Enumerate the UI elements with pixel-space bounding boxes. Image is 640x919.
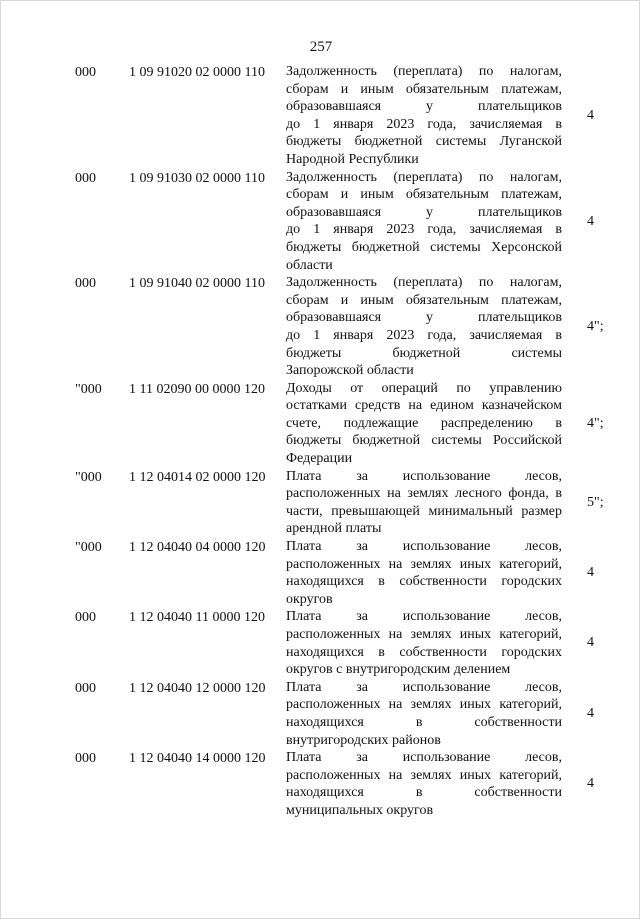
- description-line: расположенных на землях иных категорий,: [286, 627, 562, 642]
- distribution-norm: 4";: [587, 415, 604, 431]
- distribution-norm: 4: [587, 705, 594, 721]
- description-line: расположенных на землях иных категорий,: [286, 556, 562, 572]
- description-line: бюджеты бюджетной системы Херсонской: [286, 239, 562, 255]
- description-line: счете, подлежащие распределению в: [286, 415, 562, 431]
- table-row: [1, 468, 640, 538]
- page-number: 257: [309, 39, 333, 55]
- admin-code: 000: [75, 170, 96, 186]
- distribution-norm: 4: [587, 776, 594, 792]
- budget-classification-code: 1 12 04040 12 0000 120: [129, 680, 266, 696]
- income-codes-table: [1, 63, 640, 820]
- description-line: до 1 января 2023 года, зачисляемая в: [286, 116, 562, 132]
- description-line: находящихся в собственности городских: [286, 644, 562, 660]
- table-row: [1, 380, 640, 468]
- description-line: остатками средств на едином казначейском: [286, 398, 562, 414]
- distribution-norm: 4: [587, 108, 594, 123]
- table-row: [1, 608, 640, 678]
- admin-code: "000: [75, 469, 102, 485]
- description-line: Задолженность (переплата) по налогам,: [286, 64, 562, 79]
- distribution-norm: 4: [587, 213, 594, 229]
- description-line: Плата за использование лесов,: [286, 679, 562, 695]
- description-line: расположенных на землях иных категорий,: [286, 697, 562, 713]
- distribution-norm: 4: [587, 565, 594, 581]
- income-description: [286, 169, 562, 275]
- distribution-norm: 5";: [587, 494, 604, 510]
- income-description: [286, 380, 562, 468]
- description-line: Плата за использование лесов,: [286, 539, 562, 555]
- admin-code: 000: [75, 610, 96, 626]
- budget-classification-code: 1 12 04040 11 0000 120: [129, 610, 265, 626]
- description-line: Задолженность (переплата) по налогам,: [286, 169, 562, 185]
- description-line: Плата за использование лесов,: [286, 468, 562, 484]
- income-description: [286, 679, 562, 749]
- budget-classification-code: 1 09 91030 02 0000 110: [129, 170, 265, 186]
- table-row: [1, 749, 640, 819]
- description-line: бюджеты бюджетной системы Российской: [286, 433, 562, 449]
- income-description: [286, 538, 562, 608]
- distribution-norm: 4";: [587, 319, 604, 335]
- description-line: Народной Республики: [286, 151, 419, 167]
- table-row: [1, 63, 640, 169]
- description-line: находящихся в собственности: [286, 785, 562, 801]
- income-description: [286, 608, 562, 678]
- table-row: [1, 274, 640, 380]
- budget-classification-code: 1 12 04040 04 0000 120: [129, 540, 266, 556]
- admin-code: 000: [75, 680, 96, 696]
- description-line: округов: [286, 591, 333, 607]
- description-line: внутригородских районов: [286, 732, 441, 748]
- table-row: [1, 169, 640, 275]
- budget-classification-code: 1 09 91020 02 0000 110: [129, 65, 265, 80]
- admin-code: 000: [75, 751, 96, 767]
- table-row: [1, 538, 640, 608]
- description-line: расположенных на землях иных категорий,: [286, 767, 562, 783]
- description-line: Запорожской области: [286, 363, 414, 379]
- admin-code: 000: [75, 276, 96, 292]
- description-line: расположенных на землях лесного фонда, в: [286, 486, 562, 502]
- description-line: сборам и иным обязательным платежам,: [286, 292, 562, 308]
- description-line: бюджеты бюджетной системы: [286, 345, 562, 361]
- description-line: Плата за использование лесов,: [286, 609, 562, 625]
- description-line: Федерации: [286, 451, 353, 467]
- description-line: находящихся в собственности: [286, 714, 562, 730]
- description-line: образовавшаяся у плательщиков: [286, 310, 562, 326]
- income-description: [286, 274, 562, 380]
- description-line: образовавшаяся у плательщиков: [286, 204, 562, 220]
- admin-code: "000: [75, 381, 102, 397]
- description-line: области: [286, 257, 333, 273]
- description-line: Задолженность (переплата) по налогам,: [286, 275, 562, 291]
- budget-classification-code: 1 12 04014 02 0000 120: [129, 469, 266, 485]
- description-line: арендной платы: [286, 521, 382, 537]
- description-line: сборам и иным обязательным платежам,: [286, 81, 562, 97]
- description-line: Доходы от операций по управлению: [286, 380, 562, 396]
- description-line: бюджеты бюджетной системы Луганской: [286, 134, 562, 150]
- income-description: [286, 468, 562, 538]
- description-line: до 1 января 2023 года, зачисляемая в: [286, 222, 562, 238]
- budget-classification-code: 1 11 02090 00 0000 120: [129, 381, 265, 397]
- description-line: до 1 января 2023 года, зачисляемая в: [286, 327, 562, 343]
- description-line: находящихся в собственности городских: [286, 574, 562, 590]
- distribution-norm: 4: [587, 635, 594, 651]
- admin-code: "000: [75, 540, 102, 556]
- budget-classification-code: 1 12 04040 14 0000 120: [129, 751, 266, 767]
- description-line: сборам и иным обязательным платежам,: [286, 187, 562, 203]
- income-description: [286, 63, 562, 169]
- description-line: муниципальных округов: [286, 802, 434, 818]
- description-line: части, превышающей минимальный размер: [286, 503, 562, 519]
- description-line: Плата за использование лесов,: [286, 750, 562, 766]
- budget-classification-code: 1 09 91040 02 0000 110: [129, 276, 265, 292]
- description-line: округов с внутригородским делением: [286, 662, 511, 678]
- admin-code: 000: [75, 65, 96, 80]
- table-row: [1, 679, 640, 749]
- description-line: образовавшаяся у плательщиков: [286, 99, 562, 115]
- income-description: [286, 749, 562, 819]
